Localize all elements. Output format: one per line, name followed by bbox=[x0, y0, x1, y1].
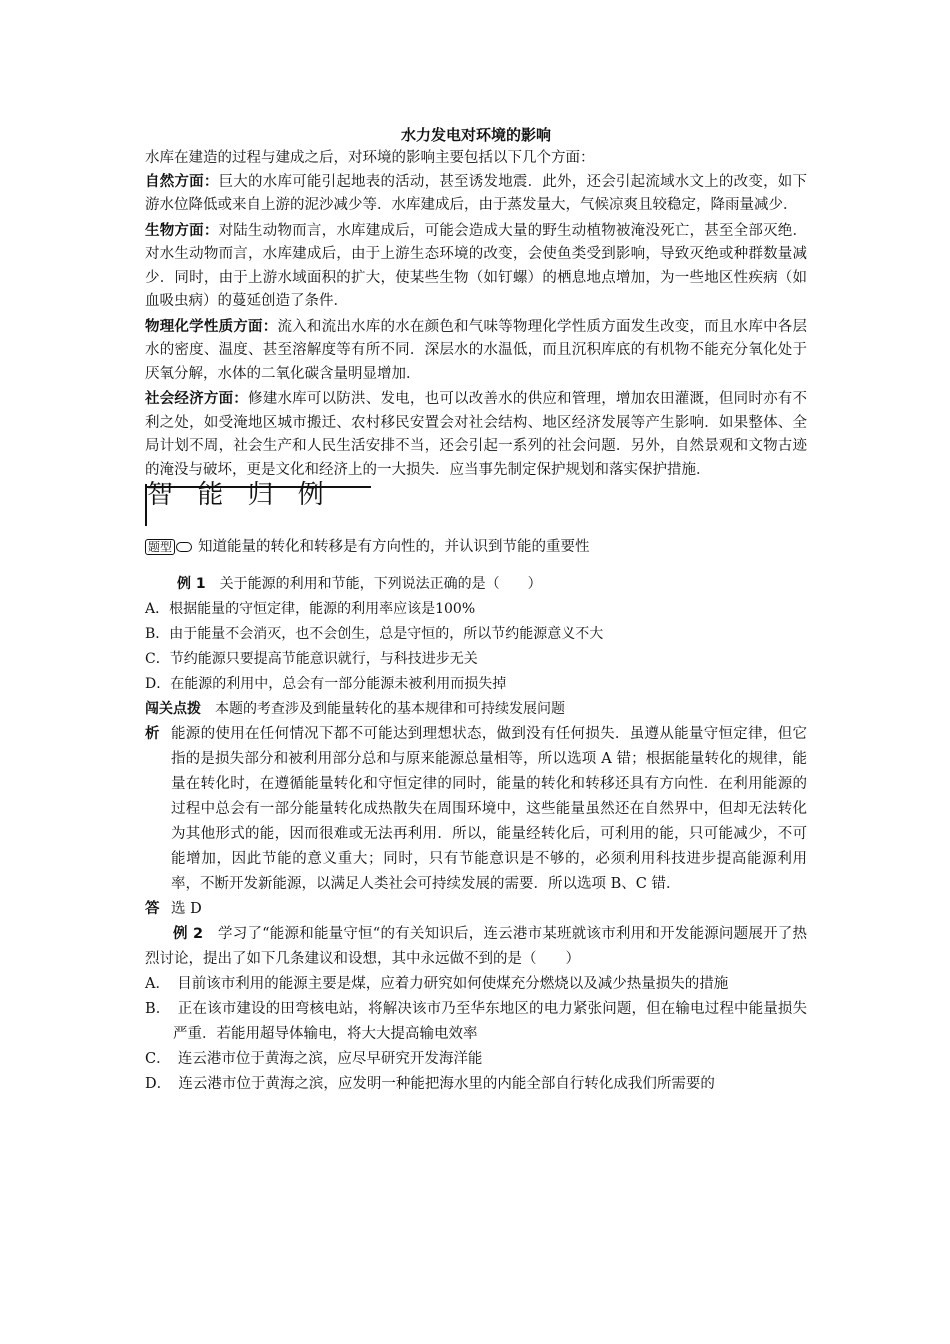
section-nature bbox=[145, 171, 807, 218]
section-socioeconomic bbox=[145, 388, 807, 482]
example1-question bbox=[145, 572, 807, 597]
example2-label: 例 2 bbox=[173, 926, 204, 942]
banner-title: 智 能 归 例 bbox=[147, 480, 332, 510]
topic-tag bbox=[145, 539, 192, 555]
example1-analysis bbox=[145, 722, 807, 897]
section-biology bbox=[145, 220, 807, 314]
example1-answer bbox=[145, 897, 807, 922]
article-intro: 水库在建造的过程与建成之后，对环境的影响主要包括以下几个方面： bbox=[145, 150, 595, 166]
example2-option-b: B． 正在该市建设的田弯核电站，将解决该市乃至华东地区的电力紧张问题，但在输电过程中能量损失严重．若能用超导体输电，将大大提高输电效率 bbox=[145, 1001, 807, 1042]
example1-analysis-text: 能源的使用在任何情况下都不可能达到理想状态，做到没有任何损失．虽遵从能量守恒定律，但它指的是损失部分和被利用部分总和与原来能源总量相等，所以选项 A 错；根据能量转化的规律，能量在转化时，在遵循能量转化和守恒定律的同时，能量的转化和转移还具有方向性．在利用能源的过程中总会有一部分能量转化成热散失在周围环境中，这些能量虽然还在自然界中，但却无法转化为其他形式的能，因而很难或无法再利用．所以，能量经转化后，可利用的能，只可能减少，不可能增加，因此节能的意义重大；同时，只有节能意识是不够的，必须利用科技进步提高能源利用率，不断开发新能源，以满足人类社会可持续发展的需要．所以选项 B、C 错． bbox=[171, 726, 807, 892]
example2-option-d: D． 连云港市位于黄海之滨，应发明一种能把海水里的内能全部自行转化成我们所需要的 bbox=[145, 1076, 715, 1092]
example2-option-c: C． 连云港市位于黄海之滨，应尽早研究开发海洋能 bbox=[145, 1051, 483, 1067]
section-socioeconomic-body: 修建水库可以防洪、发电，也可以改善水的供应和管理，增加农田灌溉，但同时亦有不利之处，如受淹地区城市搬迁、农村移民安置会对社会结构、地区经济发展等产生影响．如果整体、全局计划不周，社会生产和人民生活安排不当，还会引起一系列的社会问题．另外，自然景观和文物古迹的淹没与破坏，更是文化和经济上的一大损失．应当事先制定保护规划和落实保护措施． bbox=[145, 391, 808, 478]
example1-tip-text: 本题的考查涉及到能量转化的基本规律和可持续发展问题 bbox=[215, 701, 565, 717]
section-physchem-body: 流入和流出水库的水在颜色和气味等物理化学性质方面发生改变，而且水库中各层水的密度、温度、甚至溶解度等有所不同．深层水的水温低，而且沉积库底的有机物不能充分氧化处于厌氧分解，水体的二氧化碳含量明显增加． bbox=[145, 318, 808, 382]
section-banner bbox=[145, 480, 807, 536]
example1-answer-label: 答 bbox=[145, 901, 160, 917]
example1-label: 例 1 bbox=[177, 576, 206, 592]
example1-option-b: B．由于能量不会消灭，也不会创生，总是守恒的，所以节约能源意义不大 bbox=[145, 626, 604, 642]
topic-tag-oval-icon bbox=[176, 542, 192, 552]
topic-text: 知道能量的转化和转移是有方向性的，并认识到节能的重要性 bbox=[198, 539, 590, 555]
example1-option-d: D．在能源的利用中，总会有一部分能源未被利用而损失掉 bbox=[145, 676, 507, 692]
section-nature-body: 巨大的水库可能引起地表的活动，甚至诱发地震．此外，还会引起流域水文上的改变，如下游水位降低或来自上游的泥沙减少等．水库建成后，由于蒸发量大，气候凉爽且较稳定，降雨量减少． bbox=[145, 173, 808, 213]
example1-tip-label: 闯关点拨 bbox=[145, 701, 201, 717]
section-biology-body: 对陆生动物而言，水库建成后，可能会造成大量的野生动植物被淹没死亡，甚至全部灭绝．对水生动物而言，水库建成后，由于上游生态环境的改变，会使鱼类受到影响，导致灭绝或种群数量减少．同时，由于上游水域面积的扩大，使某些生物（如钉螺）的栖息地点增加，为一些地区性疾病（如血吸虫病）的蔓延创造了条件． bbox=[145, 222, 808, 309]
section-nature-head: 自然方面： bbox=[145, 173, 219, 190]
example1-question-text: 关于能源的利用和节能，下列说法正确的是（ ） bbox=[219, 576, 542, 592]
example2-question-text: 学习了“能源和能量守恒“的有关知识后，连云港市某班就该市利用和开发能源问题展开了热烈讨论，提出了如下几条建议和设想，其中永远做不到的是（ ） bbox=[145, 926, 808, 967]
example1-option-c: C．节约能源只要提高节能意识就行，与科技进步无关 bbox=[145, 651, 478, 667]
topic-tag-label: 题型 bbox=[145, 539, 175, 555]
section-physchem bbox=[145, 316, 807, 387]
example1-option-a: A．根据能量的守恒定律，能源的利用率应该是100% bbox=[145, 601, 476, 617]
section-physchem-head: 物理化学性质方面： bbox=[145, 318, 278, 335]
section-socioeconomic-head: 社会经济方面： bbox=[145, 391, 249, 407]
example1-tip bbox=[145, 697, 807, 722]
document-page bbox=[145, 124, 807, 1097]
article-title: 水力发电对环境的影响 bbox=[400, 126, 551, 144]
example2-option-a: A． 目前该市利用的能源主要是煤，应着力研究如何使煤充分燃烧以及减少热量损失的措施 bbox=[145, 976, 729, 992]
topic-line bbox=[145, 536, 807, 558]
example1-analysis-label: 析 bbox=[145, 726, 160, 742]
example1-answer-text: 选 D bbox=[171, 901, 202, 917]
example2-question bbox=[145, 922, 807, 972]
section-biology-head: 生物方面： bbox=[145, 222, 219, 239]
